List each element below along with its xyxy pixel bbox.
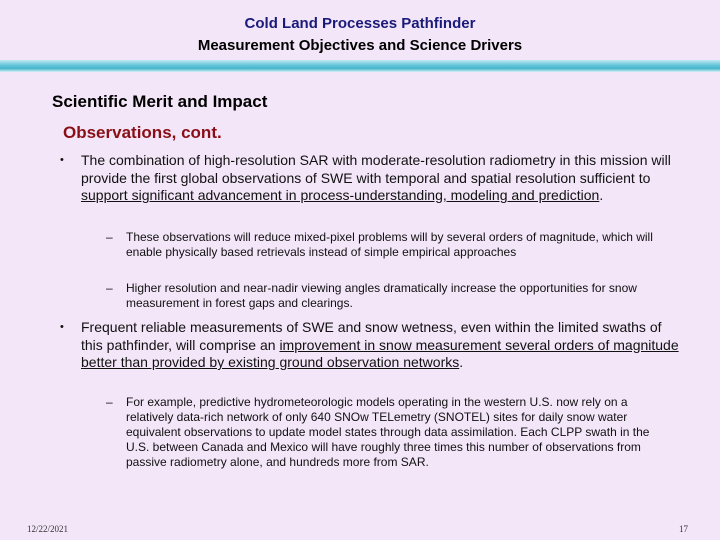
sub-bullet-dash: –	[106, 230, 113, 244]
sub-bullet-dash: –	[106, 281, 113, 295]
section-heading: Scientific Merit and Impact	[52, 92, 268, 111]
bullet-dot: •	[60, 154, 64, 166]
bullet-text	[81, 152, 680, 205]
bullet-text-part: .	[599, 187, 604, 203]
slide-title: Cold Land Processes Pathfinder	[244, 15, 476, 32]
header-divider-bar	[0, 60, 720, 72]
slide-subtitle: Measurement Objectives and Science Drivers	[197, 37, 523, 54]
bullet-underlined-text: support significant advancement in process-understanding, modeling and prediction	[81, 187, 600, 203]
footer-page-number: 17	[679, 524, 688, 534]
bullet-text-part: The combination of high-resolution SAR with moderate-resolution radiometry in this mission will provide the first global observations of SWE with temporal and spatial resolution sufficient to	[81, 152, 671, 186]
bullet-item	[60, 319, 680, 391]
footer-date: 12/22/2021	[27, 524, 69, 534]
sub-bullet-dash: –	[106, 395, 113, 409]
slide-header	[0, 0, 720, 60]
bullet-text-part: .	[459, 354, 464, 370]
sub-bullet-text: For example, predictive hydrometeorologic models operating in the western U.S. now rely on a relatively data-rich network of only 640 SNOw TELemetry (SNOTEL) sites for daily snow water equivalent observations to update model states through data assimilation. Each CLPP swath in the U.S. between Canada and Mexico will have roughly three times this number of observations from passive radiometry alone, and hundreds more from SAR.	[126, 395, 650, 469]
sub-heading: Observations, cont.	[63, 123, 222, 142]
bullet-text	[81, 319, 680, 372]
sub-bullet-text: Higher resolution and near-nadir viewing angles dramatically increase the opportunities for snow measurement in forest gaps and clearings.	[126, 281, 637, 310]
sub-bullet-item	[106, 281, 676, 312]
sub-bullet-text: These observations will reduce mixed-pixel problems will by several orders of magnitude, which will enable physically based retrievals instead of simple empirical approaches	[126, 230, 653, 259]
bullet-text-part: Frequent reliable measurements of SWE and snow wetness, even within the limited swaths of this pathfinder, will comprise an	[81, 319, 662, 353]
bullet-item	[60, 152, 680, 224]
sub-bullet-item	[106, 230, 676, 276]
bullet-underlined-text: improvement in snow measurement several orders of magnitude better than provided by existing ground observation networks	[81, 336, 679, 370]
sub-bullet-item	[106, 395, 676, 487]
bullet-dot: •	[60, 321, 64, 333]
